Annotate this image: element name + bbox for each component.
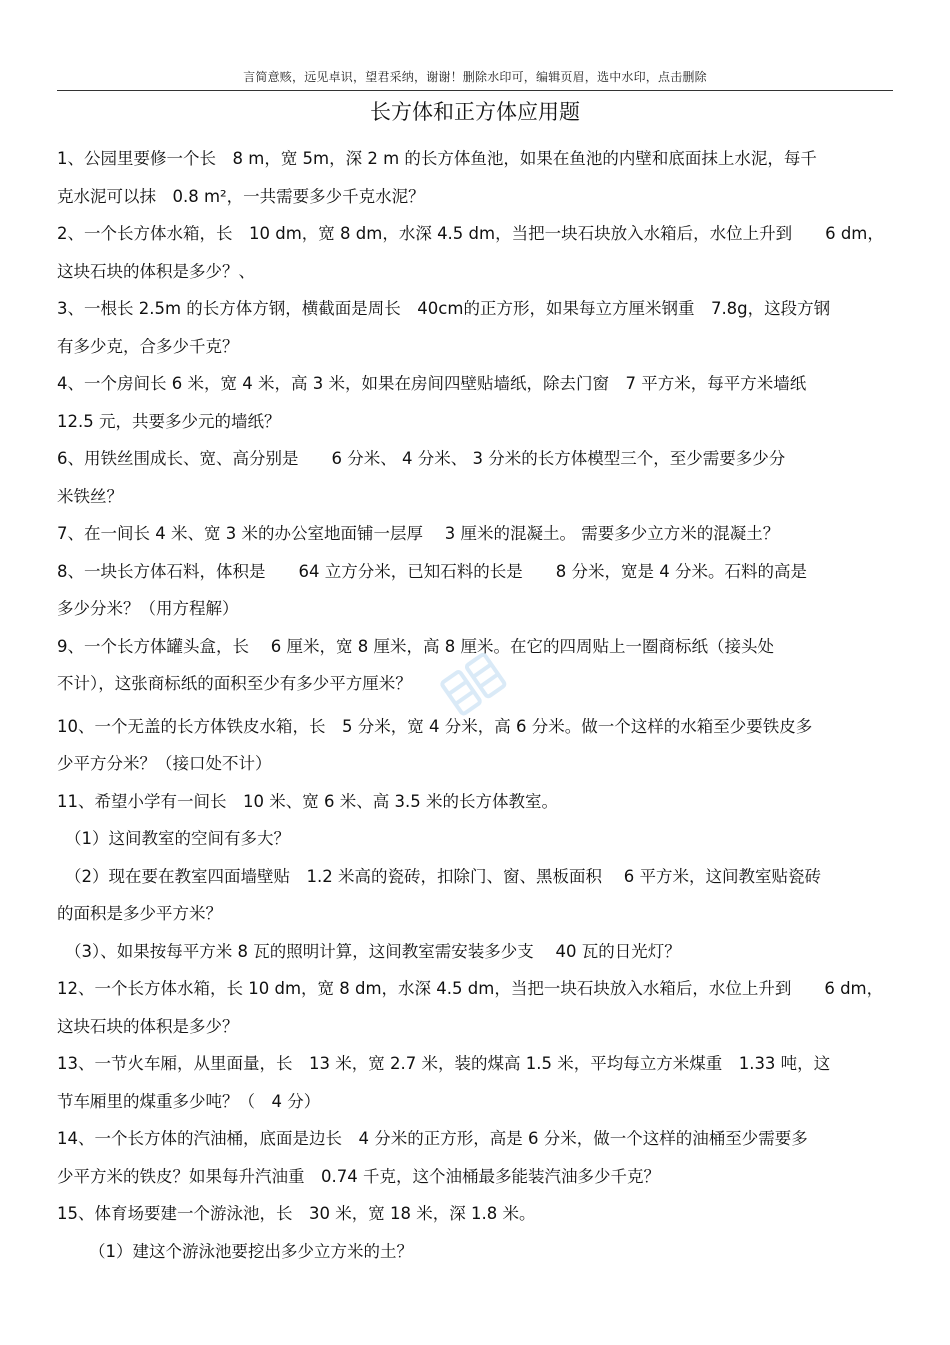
problem-line: 6、用铁丝围成长、宽、高分别是 6 分米、 4 分米、 3 分米的长方体模型三个，至少需要多少分 — [57, 449, 786, 468]
problem-line: 2、一个长方体水箱，长 10 dm，宽 8 dm，水深 4.5 dm，当把一块石块放入水箱后，水位上升到 6 dm， — [57, 224, 884, 243]
problem-line: 10、一个无盖的长方体铁皮水箱，长 5 分米，宽 4 分米，高 6 分米。做一个这样的水箱至少要铁皮多 — [57, 716, 813, 736]
problem-line: 14、一个长方体的汽油桶，底面是边长 4 分米的正方形，高是 6 分米，做一个这样的油桶至少需要多 — [57, 1129, 808, 1148]
problem-line: 9、一个长方体罐头盒，长 6 厘米，宽 8 厘米，高 8 厘米。在它的四周贴上一圈商标纸（接头处 — [57, 636, 774, 656]
problem-line: 1、公园里要修一个长 8 m，宽 5m，深 2 m 的长方体鱼池，如果在鱼池的内壁和底面抹上水泥，每千 — [57, 149, 817, 168]
problem-line: 4、一个房间长 6 米，宽 4 米，高 3 米，如果在房间四壁贴墙纸，除去门窗 7 平方米，每平方米墙纸 — [57, 374, 807, 393]
problem-line: 11、希望小学有一间长 10 米、宽 6 米、高 3.5 米的长方体教室。 — [57, 791, 558, 811]
problem-line: 8、一块长方体石料，体积是 64 立方分米，已知石料的长是 8 分米，宽是 4 分米。石料的高是 — [57, 561, 807, 581]
problem-line: 12、一个长方体水箱，长 10 dm，宽 8 dm，水深 4.5 dm，当把一块石块放入水箱后，水位上升到 6 dm， — [57, 979, 884, 998]
problem-line: 少平方分米？（接口处不计） — [57, 754, 272, 773]
problem-line: 多少分米？（用方程解） — [57, 599, 239, 618]
problem-line: 的面积是多少平方米？ — [57, 904, 222, 923]
problem-line: 少平方米的铁皮？如果每升汽油重 0.74 千克，这个油桶最多能装汽油多少千克？ — [57, 1166, 660, 1186]
problem-line: 7、在一间长 4 米、宽 3 米的办公室地面铺一层厚 3 厘米的混凝土。 需要多少立方米的混凝土？ — [57, 524, 780, 543]
problem-line: （1）建这个游泳池要挖出多少立方米的土？ — [89, 1241, 413, 1261]
header-note: 言简意赅，远见卓识，望君采纳，谢谢！删除水印可，编辑页眉，选中水印，点击删除 — [243, 70, 707, 84]
problem-line: 12.5 元，共要多少元的墙纸？ — [57, 411, 281, 431]
problem-line: 这块石块的体积是多少？ — [57, 1016, 239, 1036]
problem-line: 13、一节火车厢，从里面量，长 13 米，宽 2.7 米，装的煤高 1.5 米，平均每立方米煤重 1.33 吨，这 — [57, 1054, 831, 1073]
header-divider — [57, 90, 893, 91]
problem-line: （1）这间教室的空间有多大？ — [65, 829, 290, 848]
problem-line: 15、体育场要建一个游泳池，长 30 米，宽 18 米，深 1.8 米。 — [57, 1204, 536, 1223]
problem-line: 3、一根长 2.5m 的长方体方钢，横截面是周长 40cm的正方形，如果每立方厘米钢重 7.8g，这段方钢 — [57, 299, 831, 318]
problem-line: 节车厢里的煤重多少吨？（ 4 分） — [57, 1091, 321, 1111]
problem-line: 克水泥可以抹 0.8 m²，一共需要多少千克水泥？ — [57, 186, 425, 206]
problem-line: （2）现在要在教室四面墙壁贴 1.2 米高的瓷砖，扣除门、窗、黑板面积 6 平方米，这间教室贴瓷砖 — [65, 866, 821, 886]
problem-line: （3）、如果按每平方米 8 瓦的照明计算，这间教室需安装多少支 40 瓦的日光灯？ — [65, 941, 681, 961]
problem-line: 有多少克，合多少千克？ — [57, 336, 239, 356]
problem-line: 这块石块的体积是多少？、 — [57, 261, 255, 281]
page-title: 长方体和正方体应用题 — [370, 100, 580, 124]
problem-line: 米铁丝？ — [57, 486, 123, 506]
problem-line: 不计），这张商标纸的面积至少有多少平方厘米？ — [57, 674, 412, 693]
